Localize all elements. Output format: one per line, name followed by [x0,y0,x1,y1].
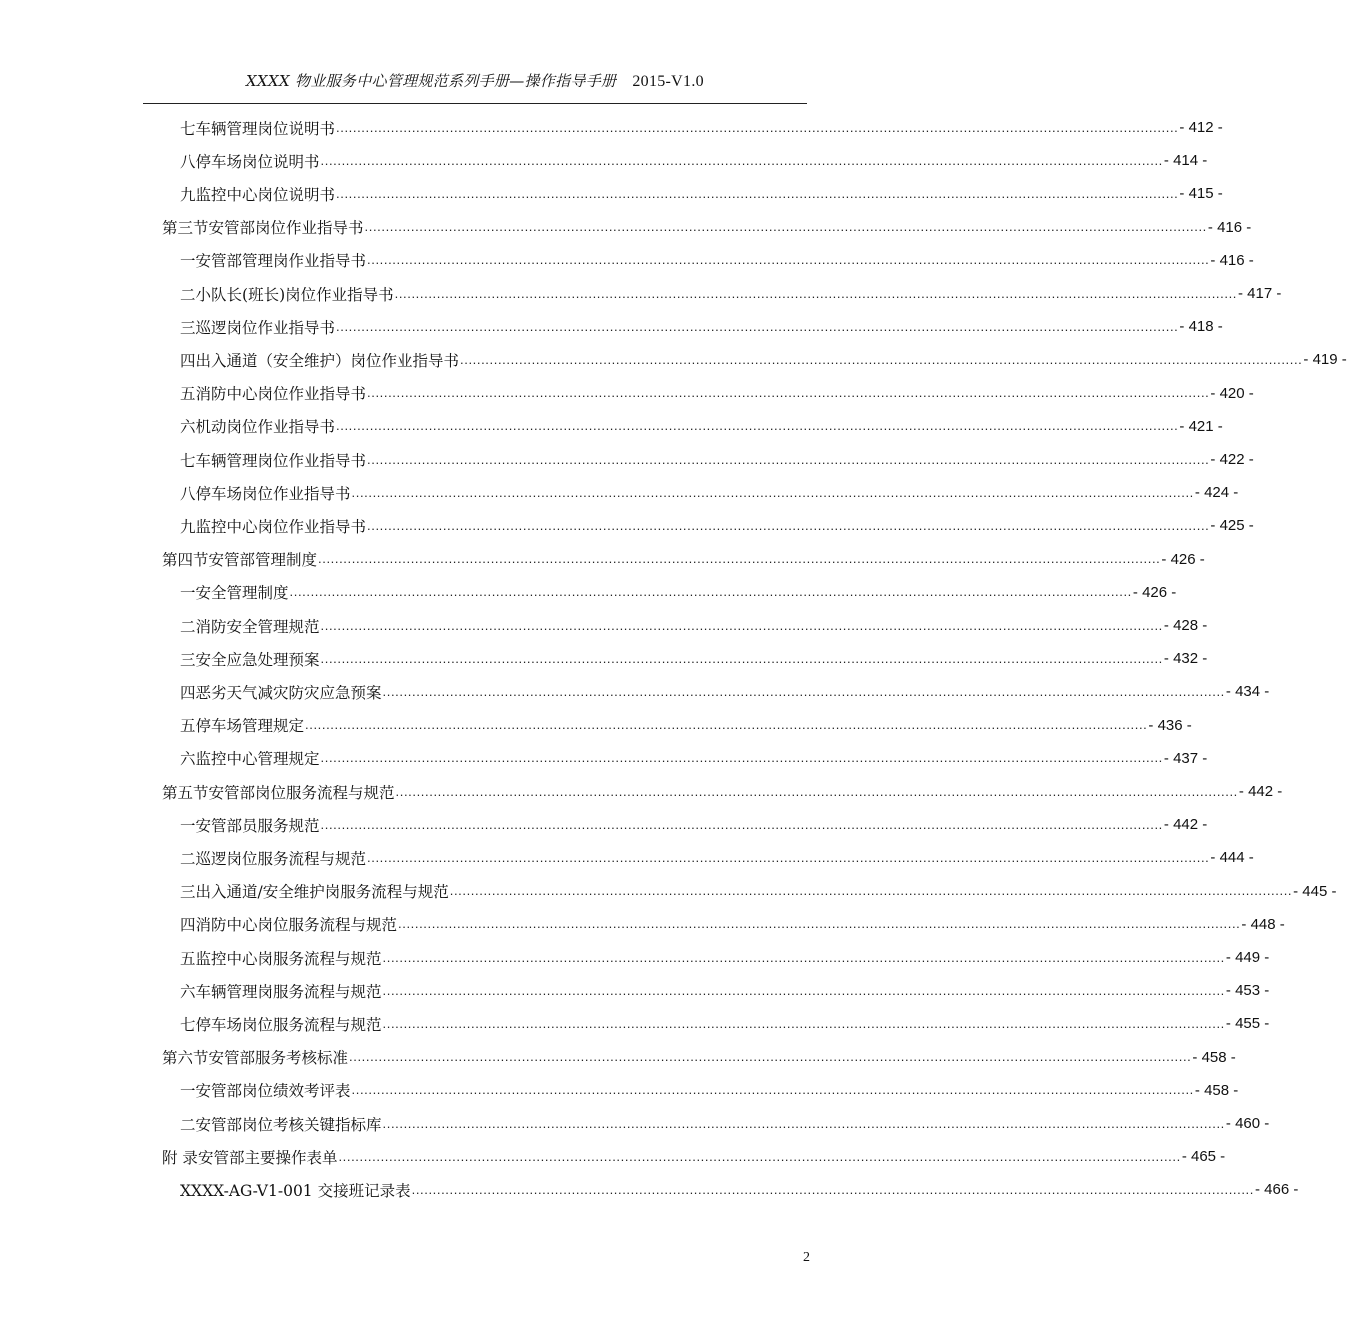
toc-entry-label: 巡逻岗位服务流程与规范 [195,849,367,868]
toc-entry-label: 停车场岗位服务流程与规范 [195,1015,382,1034]
toc-entry-label: 车辆管理岗位说明书 [195,119,336,138]
toc-entry[interactable] [180,443,1254,476]
toc-entry-label: 出入通道/安全维护岗服务流程与规范 [195,883,449,902]
toc-entry-label: 安管部管理岗作业指导书 [195,252,367,271]
toc-entry-label: 安管部岗位考核关键指标库 [195,1115,382,1134]
toc-dot-leader: ........................................................................................................................................................................................................ [351,1082,1194,1098]
toc-entry-page: - 420 - [1210,384,1254,402]
toc-entry-number: 第三节 [162,219,209,238]
toc-entry-page: - 436 - [1148,716,1192,734]
toc-dot-leader: ........................................................................................................................................................................................................ [336,418,1179,434]
toc-entry-number: 三 [180,650,196,669]
toc-entry-page: - 428 - [1163,617,1208,634]
toc-entry-number: 八 [180,484,196,503]
toc-entry-number: 八 [180,152,196,171]
toc-entry-page: - 444 - [1210,849,1254,867]
toc-entry[interactable] [180,144,1208,177]
toc-entry[interactable] [180,875,1337,908]
toc-entry-page: - 458 - [1192,1048,1236,1066]
toc-entry-number: 七 [180,1015,196,1034]
toc-entry-number: 七 [180,451,196,470]
page-number: 2 [803,1250,810,1265]
toc-entry-label: 监控中心岗服务流程与规范 [195,949,382,968]
toc-entry-label: 监控中心岗位作业指导书 [195,517,367,536]
header-version: 2015-V1.0 [632,73,704,90]
toc-entry-number: 三 [180,883,196,902]
toc-dot-leader: ........................................................................................................................................................................................................ [460,351,1303,367]
toc-entry-label: 机动岗位作业指导书 [195,418,336,437]
toc-entry-label: 停车场岗位说明书 [195,152,320,171]
toc-entry-number: 六 [180,982,196,1001]
toc-dot-leader: ........................................................................................................................................................................................................ [449,883,1293,899]
toc-entry-number: 四 [180,351,196,370]
toc-dot-leader: ........................................................................................................................................................................................................ [382,982,1225,998]
toc-entry-page: - 426 - [1132,583,1177,601]
toc-entry[interactable] [180,576,1177,609]
toc-entry-number: 一 [180,816,196,835]
toc-dot-leader: ........................................................................................................................................................................................................ [367,385,1210,401]
toc-entry[interactable] [180,908,1285,941]
toc-entry-page: - 445 - [1293,882,1337,900]
toc-entry-label: 巡逻岗位作业指导书 [195,318,336,337]
toc-entry-label: 监控中心管理规定 [195,750,320,769]
toc-entry[interactable] [180,642,1208,675]
toc-entry-label: 安管部岗位绩效考评表 [195,1082,351,1101]
toc-entry-page: - 466 - [1254,1181,1299,1199]
toc-entry[interactable] [180,1007,1270,1040]
toc-entry-page: - 460 - [1225,1115,1270,1132]
toc-entry-number: 一 [180,252,196,271]
toc-entry-page: - 448 - [1241,915,1285,933]
toc-entry-number: 六 [180,418,196,437]
toc-entry-page: - 417 - [1238,285,1282,302]
toc-entry-label: 车辆管理岗位作业指导书 [195,451,367,470]
toc-entry-number: 五 [180,385,196,404]
toc-entry-label: XXXX-AG-V1-001 交接班记录表 [180,1181,411,1200]
toc-dot-leader: ........................................................................................................................................................................................................ [367,252,1210,268]
toc-entry-page: - 442 - [1238,783,1283,800]
toc-entry[interactable] [180,277,1282,310]
toc-entry-number: 四 [180,916,196,935]
toc-entry[interactable] [180,111,1223,144]
toc-entry-label: 安管部岗位服务流程与规范 [208,783,395,802]
toc-dot-leader: ........................................................................................................................................................................................................ [318,551,1161,567]
toc-entry-page: - 418 - [1179,318,1223,336]
toc-entry[interactable] [180,675,1270,708]
toc-entry[interactable] [180,974,1270,1007]
toc-entry-page: - 437 - [1163,749,1208,767]
toc-dot-leader: ........................................................................................................................................................................................................ [336,119,1179,135]
toc-entry[interactable] [180,177,1223,210]
toc-dot-leader: ........................................................................................................................................................................................................ [320,650,1163,666]
toc-entry-page: - 422 - [1210,451,1254,468]
toc-dot-leader: ........................................................................................................................................................................................................ [367,849,1210,865]
toc-entry-label: 停车场管理规定 [195,717,305,736]
toc-dot-leader: ........................................................................................................................................................................................................ [349,1049,1192,1065]
toc-dot-leader: ........................................................................................................................................................................................................ [395,783,1238,799]
toc-entry[interactable] [180,343,1347,376]
toc-dot-leader: ........................................................................................................................................................................................................ [320,152,1163,168]
toc-dot-leader: ........................................................................................................................................................................................................ [382,949,1225,965]
header-title: XXXX 物业服务中心管理规范系列手册—操作指导手册 [246,72,617,90]
toc-entry[interactable] [180,1074,1239,1107]
toc-entry-number: 二 [180,849,196,868]
toc-entry-page: - 432 - [1163,650,1208,668]
toc-entry-page: - 412 - [1179,119,1223,136]
toc-entry-page: - 424 - [1194,484,1239,502]
toc-entry-page: - 415 - [1179,185,1223,203]
toc-entry-number: 三 [180,318,196,337]
toc-entry-label: 消防中心岗位作业指导书 [195,385,367,404]
toc-entry-page: - 449 - [1225,949,1270,966]
toc-entry-label: 小队长(班长)岗位作业指导书 [195,285,394,304]
toc-entry-label: 监控中心岗位说明书 [195,185,336,204]
toc-entry[interactable] [180,377,1254,410]
toc-entry-number: 九 [180,517,196,536]
toc-entry[interactable] [180,509,1254,542]
toc-dot-leader: ........................................................................................................................................................................................................ [320,816,1163,832]
toc-entry-page: - 421 - [1179,417,1223,435]
toc-dot-leader: ........................................................................................................................................................................................................ [394,285,1237,301]
toc-entry[interactable] [180,941,1270,974]
toc-dot-leader: ........................................................................................................................................................................................................ [351,484,1194,500]
toc-entry[interactable] [180,244,1254,277]
toc-entry-label: 消防中心岗位服务流程与规范 [195,916,398,935]
toc-entry-number: 一 [180,1082,196,1101]
toc-entry-number: 第四节 [162,551,209,570]
toc-entry-label: 消防安全管理规范 [195,617,320,636]
toc-entry-page: - 416 - [1207,218,1252,236]
toc-entry-page: - 465 - [1181,1148,1226,1166]
toc-entry-label: 安全应急处理预案 [195,650,320,669]
toc-entry[interactable] [180,410,1223,443]
toc-entry[interactable] [180,1107,1270,1140]
toc-entry-page: - 434 - [1225,683,1270,701]
toc-entry[interactable] [180,1173,1299,1206]
toc-entry-number: 二 [180,285,196,304]
toc-entry-page: - 416 - [1210,251,1254,269]
toc-entry-page: - 458 - [1194,1081,1239,1099]
toc-entry-page: - 455 - [1225,1015,1270,1033]
toc-dot-leader: ........................................................................................................................................................................................................ [336,185,1179,201]
toc-dot-leader: ........................................................................................................................................................................................................ [336,318,1179,334]
page-header [0,70,950,91]
toc-dot-leader: ........................................................................................................................................................................................................ [398,916,1241,932]
toc-entry-page: - 442 - [1163,816,1208,834]
toc-dot-leader: ........................................................................................................................................................................................................ [382,683,1225,699]
toc-dot-leader: ........................................................................................................................................................................................................ [411,1181,1254,1197]
toc-entry[interactable] [180,808,1208,841]
toc-entry-label: 安管部服务考核标准 [208,1049,349,1068]
toc-entry-page: - 426 - [1161,550,1205,568]
toc-entry-label: 安管部管理制度 [208,551,318,570]
toc-entry-number: 一 [180,584,196,603]
toc-dot-leader: ........................................................................................................................................................................................................ [338,1148,1181,1164]
toc-dot-leader: ........................................................................................................................................................................................................ [382,1015,1225,1031]
toc-entry-label: 恶劣天气减灾防灾应急预案 [195,683,382,702]
toc-entry-number: 七 [180,119,196,138]
toc-dot-leader: ........................................................................................................................................................................................................ [289,584,1132,600]
toc-entry-page: - 419 - [1303,351,1347,369]
toc-entry[interactable] [180,609,1208,642]
toc-dot-leader: ........................................................................................................................................................................................................ [305,717,1148,733]
toc-entry-label: 出入通道（安全维护）岗位作业指导书 [195,351,460,370]
toc-entry-label: 安管部主要操作表单 [197,1148,338,1167]
toc-entry[interactable] [162,211,1252,244]
toc-entry-label: 安管部员服务规范 [195,816,320,835]
toc-entry[interactable] [180,841,1254,874]
toc-dot-leader: ........................................................................................................................................................................................................ [367,517,1210,533]
toc-dot-leader: ........................................................................................................................................................................................................ [320,617,1163,633]
toc-entry[interactable] [162,543,1205,576]
toc-entry-page: - 453 - [1225,982,1270,1000]
toc-entry[interactable] [180,709,1192,742]
toc-entry-number: 四 [180,683,196,702]
toc-entry[interactable] [180,310,1223,343]
toc-entry[interactable] [162,775,1283,808]
toc-entry-number: 九 [180,185,196,204]
toc-entry-number: 六 [180,750,196,769]
toc-dot-leader: ........................................................................................................................................................................................................ [367,451,1210,467]
toc-entry-label: 停车场岗位作业指导书 [195,484,351,503]
toc-entry[interactable] [162,1041,1236,1074]
toc-entry[interactable] [180,476,1239,509]
toc-entry-number: 二 [180,1115,196,1134]
toc-entry-label: 安全管理制度 [195,584,289,603]
toc-entry-number: 第五节 [162,783,209,802]
toc-entry[interactable] [162,1140,1226,1173]
toc-entry-page: - 414 - [1163,152,1208,170]
toc-entry-label: 车辆管理岗服务流程与规范 [195,982,382,1001]
toc-entry-number: 五 [180,717,196,736]
toc-dot-leader: ........................................................................................................................................................................................................ [382,1115,1225,1131]
toc-entry-number: 五 [180,949,196,968]
toc-entry-number: 二 [180,617,196,636]
toc-dot-leader: ........................................................................................................................................................................................................ [320,750,1163,766]
toc-entry-page: - 425 - [1210,517,1254,535]
toc-entry[interactable] [180,742,1208,775]
toc-dot-leader: ........................................................................................................................................................................................................ [364,219,1207,235]
header-rule [143,103,807,104]
toc-entry-number: 第六节 [162,1049,209,1068]
toc-entry-number: 附 录 [162,1148,198,1167]
toc-entry-label: 安管部岗位作业指导书 [208,219,364,238]
